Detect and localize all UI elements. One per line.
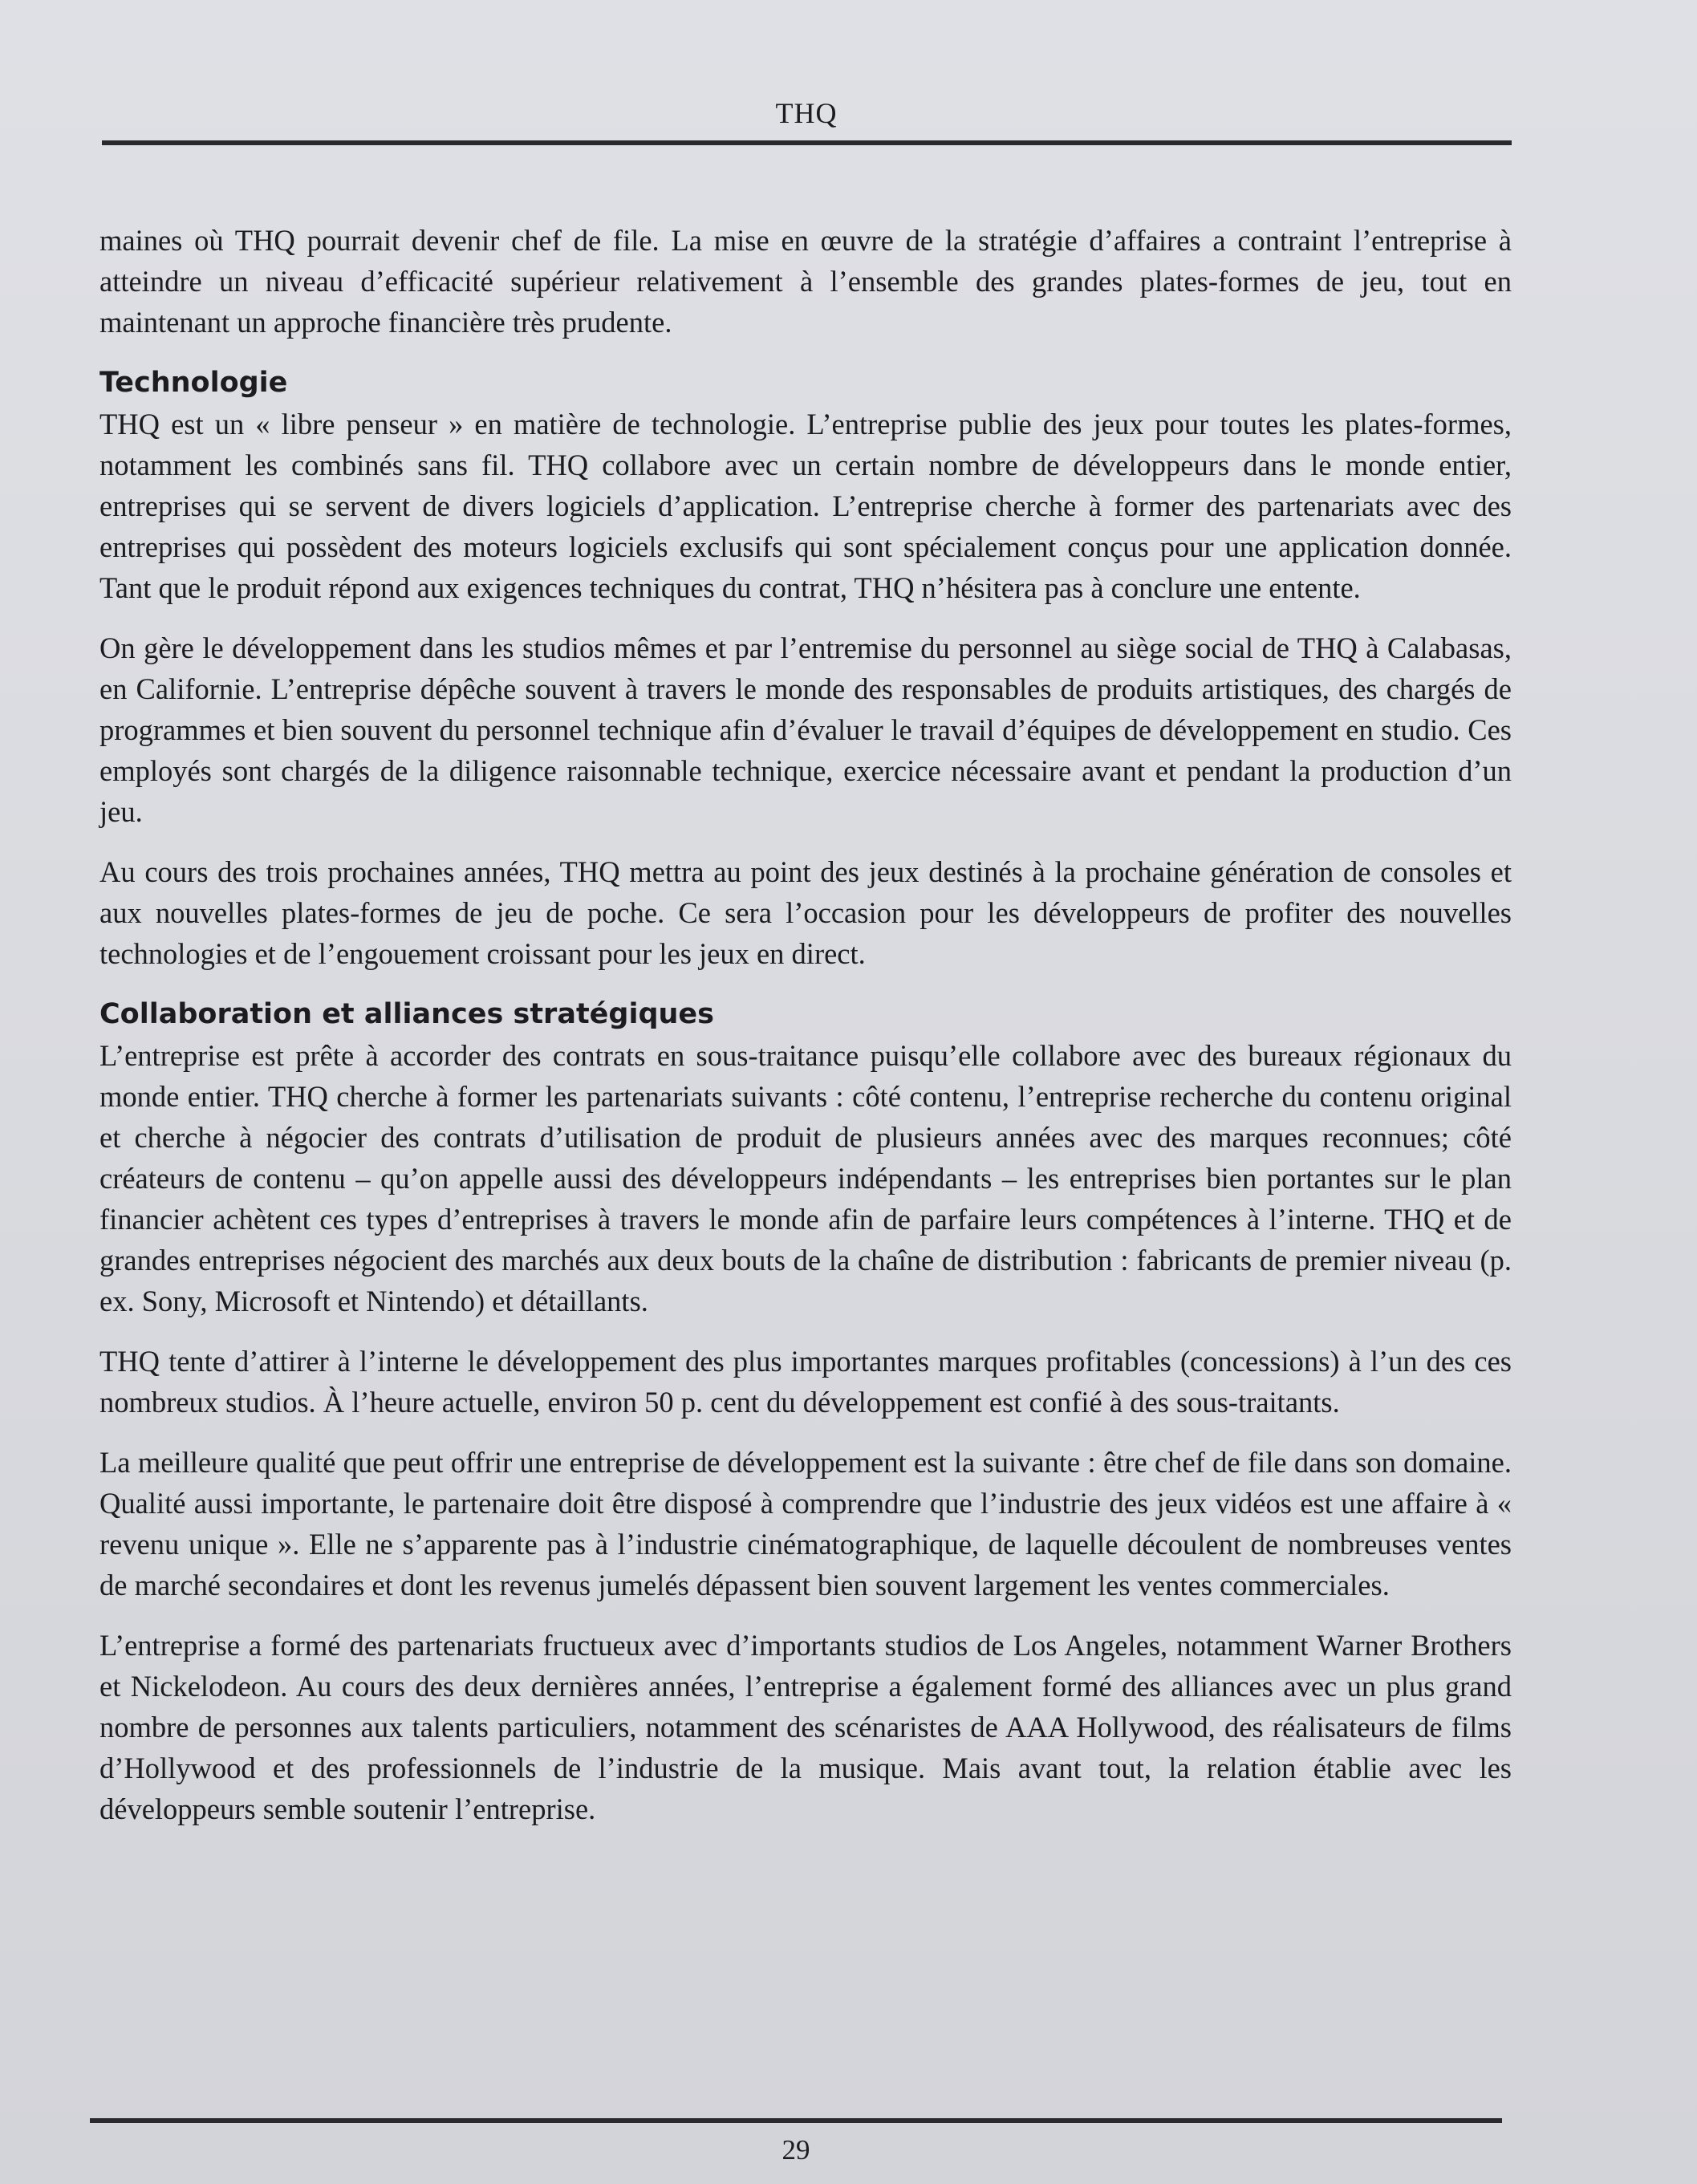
page-body — [99, 220, 1512, 1849]
body-paragraph: THQ tente d’attirer à l’interne le développement des plus importantes marques profitables (concessions) à l’un des ces nombreux studios. À l’heure actuelle, environ 50 p. cent du développement est confié à des sous-traitants. — [99, 1345, 1512, 1419]
body-paragraph: On gère le développement dans les studios mêmes et par l’entremise du personnel au siège social de THQ à Calabasas, en Californie. L’entreprise dépêche souvent à travers le monde des responsables de produits artistiques, des chargés de programmes et bien souvent du personnel technique afin d’évaluer le travail d’équipes de développement en studio. Ces employés sont chargés de la diligence raisonnable technique, exercice nécessaire avant et pendant la production d’un jeu. — [99, 631, 1512, 828]
body-paragraph: Au cours des trois prochaines années, THQ mettra au point des jeux destinés à la prochaine génération de consoles et aux nouvelles plates-formes de jeu de poche. Ce sera l’occasion pour les développeurs de profiter des nouvelles technologies et de l’engouement croissant pour les jeux en direct. — [99, 855, 1512, 970]
body-paragraph: L’entreprise est prête à accorder des contrats en sous-traitance puisqu’elle collabore avec des bureaux régionaux du monde entier. THQ cherche à former les partenariats suivants : côté contenu, l’entreprise recherche du contenu original et cherche à négocier des contrats d’utilisation de produit de plusieurs années avec des marques reconnues; côté créateurs de contenu – qu’on appelle aussi des développeurs indépendants – les entreprises bien portantes sur le plan financier achètent ces types d’entreprises à travers le monde afin de parfaire leurs compétences à l’interne. THQ et de grandes entreprises négocient des marchés aux deux bouts de la chaîne de distribution : fabricants de premier niveau (p. ex. Sony, Microsoft et Nintendo) et détaillants. — [99, 1039, 1512, 1317]
body-paragraph: La meilleure qualité que peut offrir une entreprise de développement est la suivante : être chef de file dans son domaine. Qualité aussi importante, le partenaire doit être disposé à comprendre que l’industrie des jeux vidéos est une affaire à « revenu unique ». Elle ne s’apparente pas à l’industrie cinématographique, de laquelle découlent de nombreuses ventes de marché secondaires et dont les revenus jumelés dépassent bien souvent largement les ventes commerciales. — [99, 1446, 1512, 1601]
header-rule — [102, 140, 1512, 145]
page-number: 29 — [782, 2134, 810, 2166]
intro-paragraph: maines où THQ pourrait devenir chef de file. La mise en œuvre de la stratégie d’affaires a contraint l’entreprise à atteindre un niveau d’efficacité supérieur relativement à l’ensemble des grandes plates-formes de jeu, tout en maintenant un approche financière très prudente. — [99, 224, 1512, 339]
section-heading-collaboration: Collaboration et alliances stratégiques — [99, 998, 715, 1030]
body-paragraph: THQ est un « libre penseur » en matière de technologie. L’entreprise publie des jeux pour toutes les plates-formes, notamment les combinés sans fil. THQ collabore avec un certain nombre de développeurs dans le monde entier, entreprises qui se servent de divers logiciels d’application. L’entreprise cherche à former des partenariats avec des entreprises qui possèdent des moteurs logiciels exclusifs qui sont spécialement conçus pour une application donnée. Tant que le produit répond aux exigences techniques du contrat, THQ n’hésitera pas à conclure une entente. — [99, 408, 1512, 604]
footer-rule — [90, 2118, 1502, 2123]
body-paragraph: L’entreprise a formé des partenariats fructueux avec d’importants studios de Los Angeles, notamment Warner Brothers et Nickelodeon. Au cours des deux dernières années, l’entreprise a également formé des alliances avec un plus grand nombre de personnes aux talents particuliers, notamment des scénaristes de AAA Hollywood, des réalisateurs de films d’Hollywood et des professionnels de l’industrie de la musique. Mais avant tout, la relation établie avec les développeurs semble soutenir l’entreprise. — [99, 1629, 1512, 1825]
section-heading-technologie: Technologie — [99, 367, 288, 399]
running-header: THQ — [775, 97, 838, 129]
